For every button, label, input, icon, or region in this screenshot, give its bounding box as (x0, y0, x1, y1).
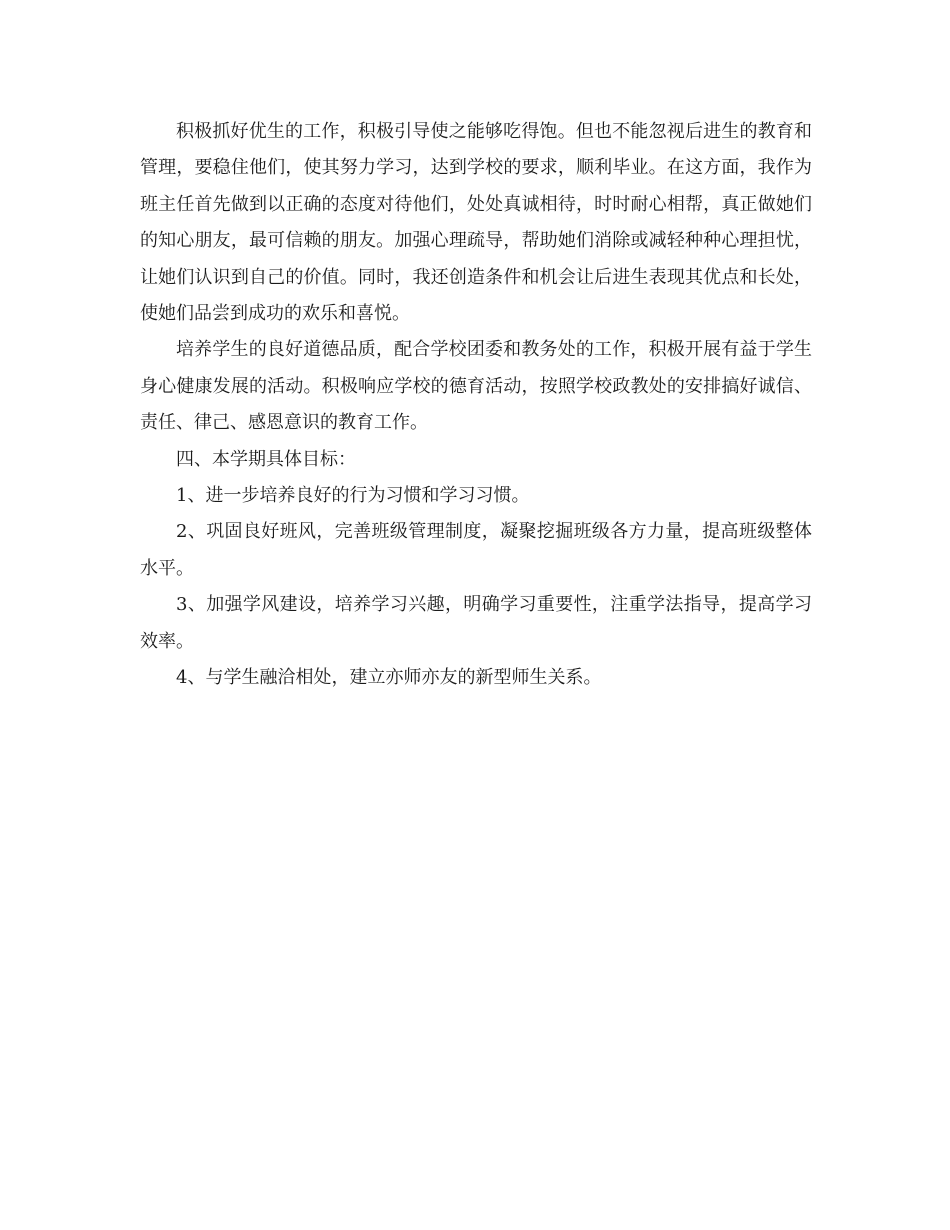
goal-item-4: 4、与学生融洽相处，建立亦师亦友的新型师生关系。 (176, 667, 602, 689)
paragraph-top-students: 积极抓好优生的工作，积极引导使之能够吃得饱。但也不能忽视后进生的教育和管理，要稳住他们，使其努力学习，达到学校的要求，顺利毕业。在这方面，我作为班主任首先做到以正确的态度对待他们，处处真诚相待，时时耐心相帮，真正做她们的知心朋友，最可信赖的朋友。加强心理疏导，帮助她们消除或减轻种种心理担忧，让她们认识到自己的价值。同时，我还创造条件和机会让后进生表现其优点和长处，使她们品尝到成功的欢乐和喜悦。 (140, 121, 812, 325)
goal-item-3: 3、加强学风建设，培养学习兴趣，明确学习重要性，注重学法指导，提高学习效率。 (140, 594, 812, 652)
document-body (140, 114, 812, 697)
section-heading-goals: 四、本学期具体目标： (176, 448, 356, 470)
goal-item-2: 2、巩固良好班风，完善班级管理制度，凝聚挖掘班级各方力量，提高班级整体水平。 (140, 521, 812, 579)
paragraph-moral-education: 培养学生的良好道德品质，配合学校团委和教务处的工作，积极开展有益于学生身心健康发展的活动。积极响应学校的德育活动，按照学校政教处的安排搞好诚信、责任、律己、感恩意识的教育工作。 (140, 339, 812, 434)
goal-item-1: 1、进一步培养良好的行为习惯和学习习惯。 (176, 485, 530, 507)
